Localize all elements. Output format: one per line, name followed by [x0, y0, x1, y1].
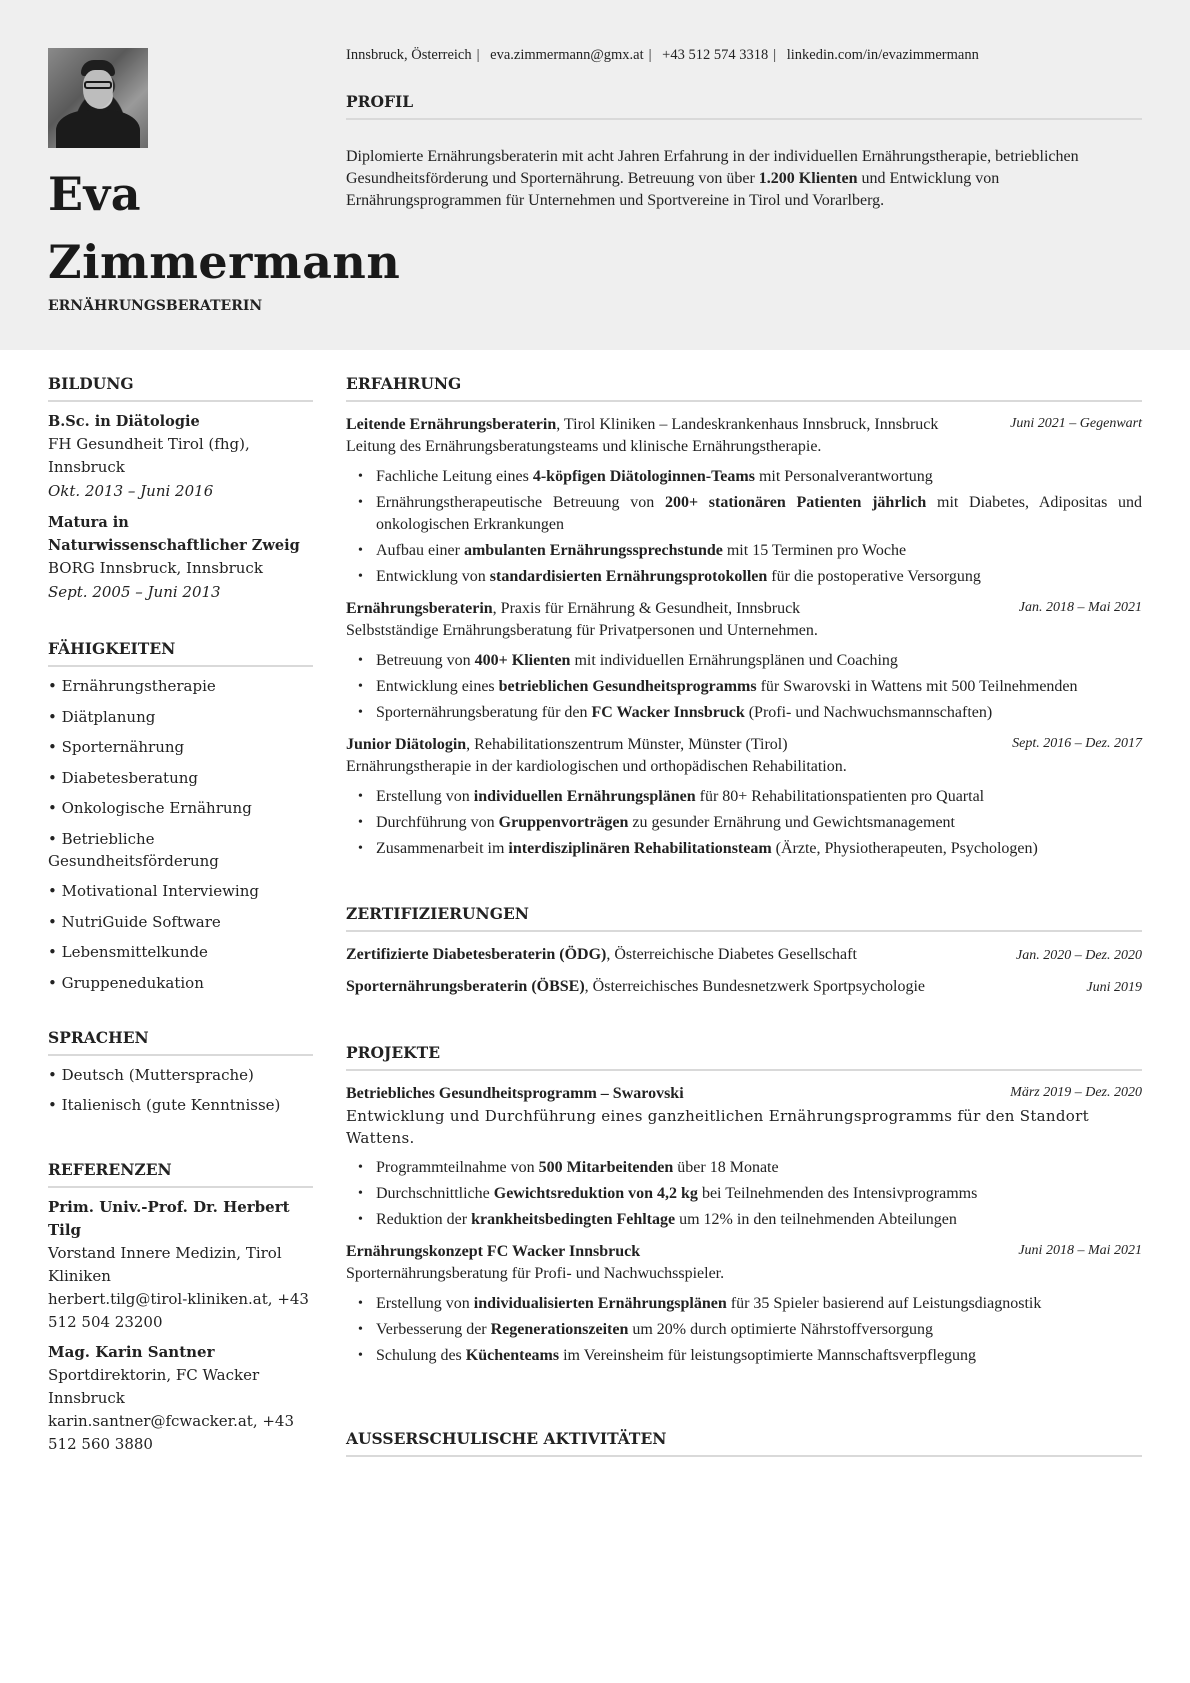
education-item — [48, 410, 313, 504]
certification-item — [346, 944, 1142, 967]
reference-contact[interactable]: karin.santner@fcwacker.at, +43 512 560 3880 — [48, 1412, 295, 1453]
bullet-text: Programmteilnahme von — [376, 1159, 539, 1176]
job-organization: , Praxis für Ernährung & Gesundheit, Innsbruck — [492, 600, 801, 617]
language-item: • Italienisch (gute Kenntnisse) — [48, 1096, 281, 1114]
entry-date: März 2019 – Dez. 2020 — [1010, 1085, 1142, 1100]
job-role: Leitende Ernährungsberaterin — [346, 416, 557, 433]
bullet-text: Aufbau einer — [376, 542, 464, 559]
bullet-item — [376, 1209, 1142, 1231]
entry-title — [346, 734, 788, 756]
bullet-text: um 12% in den teilnehmenden Abteilungen — [675, 1211, 957, 1228]
section-heading-zertifizierungen: ZERTIFIZIERUNGEN — [346, 904, 1142, 932]
experience-section — [346, 374, 1142, 860]
education-date: Okt. 2013 – Juni 2016 — [48, 482, 214, 500]
reference-role: Vorstand Innere Medizin, Tirol Kliniken — [48, 1244, 282, 1285]
entry-title — [346, 598, 800, 620]
last-name: Zimmermann — [48, 235, 401, 289]
bullet-text: Erstellung von — [376, 788, 474, 805]
bullet-highlight: interdisziplinären Rehabilitationsteam — [508, 840, 772, 857]
section-heading-erfahrung: ERFAHRUNG — [346, 374, 1142, 402]
skill-item: • Lebensmittelkunde — [48, 943, 208, 961]
bullet-text: bei Teilnehmenden des Intensivprogramms — [697, 1185, 978, 1202]
bullet-list — [346, 466, 1142, 588]
bullet-highlight: Gewichtsreduktion von 4,2 kg — [493, 1185, 698, 1202]
entry-description: Ernährungstherapie in der kardiologischen und orthopädischen Rehabilitation. — [346, 758, 847, 775]
bullet-item — [376, 1157, 1142, 1179]
bullet-item — [376, 676, 1142, 698]
bullet-text: Erstellung von — [376, 1295, 474, 1312]
bullet-text: Schulung des — [376, 1347, 466, 1364]
bullet-item — [376, 466, 1142, 488]
bullet-highlight: 500 Mitarbeitenden — [538, 1159, 674, 1176]
bullet-text: Sporternährungsberatung für den — [376, 704, 592, 721]
entry-header — [346, 734, 1142, 756]
project-title: Betriebliches Gesundheitsprogramm – Swarovski — [346, 1085, 684, 1102]
bullet-text: (Ärzte, Physiotherapeuten, Psychologen) — [771, 840, 1038, 857]
entry-description: Leitung des Ernährungsberatungsteams und klinische Ernährungstherapie. — [346, 438, 822, 455]
contact-linkedin[interactable]: linkedin.com/in/evazimmermann — [786, 47, 979, 63]
bullet-item — [376, 540, 1142, 562]
job-role: Ernährungsberaterin — [346, 600, 493, 617]
candidate-name — [48, 160, 401, 296]
bullet-text: für Swarovski in Wattens mit 500 Teilnehmenden — [756, 678, 1078, 695]
project-entry — [346, 1241, 1142, 1367]
reference-name: Prim. Univ.-Prof. Dr. Herbert Tilg — [48, 1198, 290, 1239]
bullet-text: um 20% durch optimierte Nährstoffversorgung — [628, 1321, 934, 1338]
skill-item: • Betriebliche Gesundheitsförderung — [48, 829, 219, 870]
bullet-item — [376, 812, 1142, 834]
bullet-text: mit 15 Terminen pro Woche — [722, 542, 907, 559]
photo-glasses-shape — [84, 81, 112, 89]
bullet-item — [376, 1345, 1142, 1367]
reference-role: Sportdirektorin, FC Wacker Innsbruck — [48, 1366, 260, 1407]
skill-item: • Motivational Interviewing — [48, 882, 259, 900]
bullet-highlight: ambulanten Ernährungssprechstunde — [463, 542, 723, 559]
profile-text-highlight: 1.200 Klienten — [758, 170, 858, 187]
bullet-item — [376, 1293, 1142, 1315]
profile-photo — [48, 48, 148, 148]
bullet-item — [376, 702, 1142, 724]
skill-item: • Onkologische Ernährung — [48, 799, 252, 817]
bullet-item — [376, 1183, 1142, 1205]
project-entry — [346, 1083, 1142, 1231]
job-title: ERNÄHRUNGSBERATERIN — [48, 298, 263, 314]
bullet-highlight: 200+ stationären Patienten jährlich — [664, 494, 927, 511]
certifications-section — [346, 904, 1142, 999]
bullet-text: Reduktion der — [376, 1211, 472, 1228]
entry-header — [346, 414, 1142, 436]
project-title: Ernährungskonzept FC Wacker Innsbruck — [346, 1243, 641, 1260]
bullet-item — [376, 650, 1142, 672]
certification-title — [346, 944, 857, 966]
entry-description: Selbstständige Ernährungsberatung für Privatpersonen und Unternehmen. — [346, 622, 818, 639]
section-heading-profil: PROFIL — [346, 92, 1142, 120]
section-heading-sprachen: SPRACHEN — [48, 1028, 313, 1056]
entry-date: Jan. 2018 – Mai 2021 — [1018, 600, 1142, 615]
separator: | — [648, 47, 652, 63]
reference-item — [48, 1196, 313, 1334]
experience-entry — [346, 734, 1142, 860]
skills-section — [48, 639, 313, 994]
section-heading-referenzen: REFERENZEN — [48, 1160, 313, 1188]
reference-name: Mag. Karin Santner — [48, 1343, 215, 1361]
bullet-text: Durchschnittliche — [376, 1185, 494, 1202]
bullet-text: für 80+ Rehabilitationspatienten pro Quartal — [695, 788, 985, 805]
skill-item: • NutriGuide Software — [48, 912, 221, 931]
bullet-text: im Vereinsheim für leistungsoptimierte Mannschaftsverpflegung — [559, 1347, 977, 1364]
section-heading-bildung: BILDUNG — [48, 374, 313, 402]
bullet-highlight: Küchenteams — [465, 1347, 560, 1364]
bullet-text: Entwicklung von — [376, 568, 490, 585]
photo-face-shape — [83, 70, 113, 108]
skill-item: • Ernährungstherapie — [48, 677, 216, 695]
bullet-item — [376, 566, 1142, 588]
certification-date: Jan. 2020 – Dez. 2020 — [1016, 948, 1142, 963]
bullet-item — [376, 492, 1142, 536]
photo-hoodie-shape — [56, 110, 140, 148]
bullet-text: Entwicklung eines — [376, 678, 499, 695]
bullet-text: für 35 Spieler basierend auf Leistungsdiagnostik — [726, 1295, 1042, 1312]
section-heading-faehigkeiten: FÄHIGKEITEN — [48, 639, 313, 667]
languages-section — [48, 1028, 313, 1117]
skill-item: • Sporternährung — [48, 738, 185, 756]
contact-line — [346, 47, 1146, 64]
profile-text-part: und Entwicklung von Ernährungsprogrammen für Unternehmen und Sportvereine in Tirol und Vorarlberg. — [346, 170, 1000, 209]
bullet-highlight: Gruppenvorträgen — [498, 814, 629, 831]
activities-section — [346, 1429, 1142, 1457]
bullet-item — [376, 786, 1142, 808]
certification-date: Juni 2019 — [1086, 980, 1142, 995]
bullet-text: mit Personalverantwortung — [754, 468, 933, 485]
entry-header — [346, 598, 1142, 620]
bullet-text: (Profi- und Nachwuchsmannschaften) — [744, 704, 993, 721]
first-name: Eva — [48, 167, 142, 221]
bullet-text: Fachliche Leitung eines — [376, 468, 533, 485]
degree: Matura in Naturwissenschaftlicher Zweig — [48, 514, 300, 554]
contact-email[interactable]: eva.zimmermann@gmx.at — [490, 47, 644, 63]
bullet-highlight: betrieblichen Gesundheitsprogramms — [498, 678, 757, 695]
entry-date: Juni 2021 – Gegenwart — [1010, 416, 1142, 431]
entry-description: Sporternährungsberatung für Profi- und Nachwuchsspieler. — [346, 1265, 725, 1282]
profile-text — [346, 146, 1142, 212]
bullet-list — [346, 1293, 1142, 1367]
entry-header — [346, 1083, 1142, 1105]
skill-item: • Diabetesberatung — [48, 768, 199, 787]
degree: B.Sc. in Diätologie — [48, 413, 200, 430]
entry-date: Sept. 2016 – Dez. 2017 — [1012, 736, 1142, 751]
bullet-highlight: Regenerationszeiten — [490, 1321, 629, 1338]
bullet-text: für die postoperative Versorgung — [767, 568, 981, 585]
job-organization: , Rehabilitationszentrum Münster, Münster (Tirol) — [466, 736, 788, 753]
certification-name: Sporternährungsberaterin (ÖBSE) — [346, 978, 585, 995]
profile-text-part: Diplomierte Ernährungsberaterin mit acht Jahren Erfahrung in der individuellen Ernährungstherapie, betrieblichen Gesundheitsförderung und Sporternährung. Betreuung von über — [346, 148, 1079, 187]
bullet-text: mit individuellen Ernährungsplänen und Coaching — [570, 652, 898, 669]
certification-org: , Österreichisches Bundesnetzwerk Sportpsychologie — [584, 978, 926, 995]
bullet-text: mit Diabetes, Adipositas und onkologischen Erkrankungen — [376, 494, 1143, 533]
school: BORG Innsbruck, Innsbruck — [48, 559, 263, 577]
entry-date: Juni 2018 – Mai 2021 — [1018, 1243, 1142, 1258]
profile-section — [346, 92, 1142, 212]
bullet-text: über 18 Monate — [673, 1159, 779, 1176]
reference-contact[interactable]: herbert.tilg@tirol-kliniken.at, +43 512 504 23200 — [48, 1290, 309, 1331]
bullet-item — [376, 838, 1142, 860]
certification-org: , Österreichische Diabetes Gesellschaft — [606, 946, 857, 963]
education-date: Sept. 2005 – Juni 2013 — [48, 583, 221, 601]
section-heading-projekte: PROJEKTE — [346, 1043, 1142, 1071]
skill-item: • Diätplanung — [48, 707, 156, 726]
left-column — [48, 374, 313, 1490]
certification-name: Zertifizierte Diabetesberaterin (ÖDG) — [346, 946, 607, 963]
job-organization: , Tirol Kliniken – Landeskrankenhaus Innsbruck, Innsbruck — [556, 416, 939, 433]
bullet-text: Zusammenarbeit im — [376, 840, 509, 857]
reference-item — [48, 1341, 313, 1456]
bullet-list — [346, 786, 1142, 860]
bullet-text: Ernährungstherapeutische Betreuung von — [376, 494, 665, 511]
bullet-text: zu gesunder Ernährung und Gewichtsmanagement — [628, 814, 955, 831]
entry-header — [346, 1241, 1142, 1263]
separator: | — [476, 47, 480, 63]
bullet-highlight: individualisierten Ernährungsplänen — [473, 1295, 727, 1312]
entry-description: Entwicklung und Durchführung eines ganzheitlichen Ernährungsprogramms für den Standort Wattens. — [346, 1107, 1089, 1147]
experience-entry — [346, 598, 1142, 724]
bullet-text: Verbesserung der — [376, 1321, 491, 1338]
education-section — [48, 374, 313, 605]
bullet-highlight: standardisierten Ernährungsprotokollen — [489, 568, 768, 585]
right-column — [346, 374, 1142, 1491]
bullet-text: Durchführung von — [376, 814, 499, 831]
certification-title — [346, 976, 925, 998]
bullet-list — [346, 1157, 1142, 1231]
certification-item — [346, 976, 1142, 999]
separator: | — [773, 47, 777, 63]
bullet-highlight: FC Wacker Innsbruck — [591, 704, 745, 721]
references-section — [48, 1160, 313, 1456]
contact-location: Innsbruck, Österreich — [346, 47, 472, 63]
language-item: • Deutsch (Muttersprache) — [48, 1065, 254, 1084]
bullet-list — [346, 650, 1142, 724]
contact-phone[interactable]: +43 512 574 3318 — [662, 47, 769, 63]
projects-section — [346, 1043, 1142, 1367]
bullet-item — [376, 1319, 1142, 1341]
bullet-highlight: 4-köpfigen Diätologinnen-Teams — [532, 468, 755, 485]
bullet-highlight: individuellen Ernährungsplänen — [473, 788, 696, 805]
bullet-text: Betreuung von — [376, 652, 475, 669]
entry-title — [346, 414, 938, 436]
school: FH Gesundheit Tirol (fhg), Innsbruck — [48, 435, 250, 476]
section-heading-aktivitaeten: AUSSERSCHULISCHE AKTIVITÄTEN — [346, 1429, 1142, 1457]
education-item — [48, 511, 313, 605]
bullet-highlight: 400+ Klienten — [474, 652, 571, 669]
experience-entry — [346, 414, 1142, 588]
job-role: Junior Diätologin — [346, 736, 467, 753]
bullet-highlight: krankheitsbedingten Fehltage — [471, 1211, 676, 1228]
skill-item: • Gruppenedukation — [48, 973, 204, 992]
